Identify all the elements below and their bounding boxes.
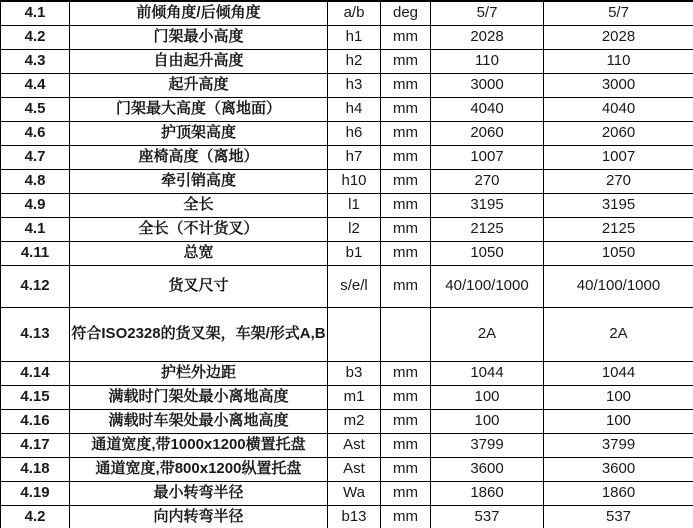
cell-value2: 40/100/1000: [544, 265, 693, 307]
cell-symbol: h10: [328, 169, 381, 193]
cell-name: 最小转弯半径: [70, 481, 328, 505]
cell-name: 总宽: [70, 241, 328, 265]
table-row: [1, 121, 693, 145]
cell-unit: mm: [381, 505, 431, 528]
cell-value1: 1860: [431, 481, 544, 505]
table-row: [1, 193, 693, 217]
table-row: [1, 385, 693, 409]
cell-symbol: b13: [328, 505, 381, 528]
cell-symbol: Ast: [328, 457, 381, 481]
cell-value1: 1007: [431, 145, 544, 169]
cell-symbol: b1: [328, 241, 381, 265]
cell-id: 4.1: [1, 1, 70, 25]
cell-symbol: l1: [328, 193, 381, 217]
cell-id: 4.3: [1, 49, 70, 73]
cell-name: 满载时门架处最小离地高度: [70, 385, 328, 409]
cell-id: 4.1: [1, 217, 70, 241]
cell-value1: 2060: [431, 121, 544, 145]
table-row: [1, 97, 693, 121]
cell-value1: 3000: [431, 73, 544, 97]
table-row: [1, 1, 693, 25]
cell-unit: mm: [381, 241, 431, 265]
cell-value1: 2028: [431, 25, 544, 49]
cell-value1: 3195: [431, 193, 544, 217]
cell-unit: deg: [381, 1, 431, 25]
cell-unit: mm: [381, 25, 431, 49]
cell-symbol: m2: [328, 409, 381, 433]
cell-value1: 1044: [431, 361, 544, 385]
cell-id: 4.19: [1, 481, 70, 505]
cell-symbol: Wa: [328, 481, 381, 505]
cell-name: 牵引销高度: [70, 169, 328, 193]
cell-value2: 2A: [544, 307, 693, 361]
cell-unit: mm: [381, 97, 431, 121]
cell-id: 4.15: [1, 385, 70, 409]
cell-name: 通道宽度,带1000x1200横置托盘: [70, 433, 328, 457]
cell-unit: mm: [381, 265, 431, 307]
table-row: [1, 307, 693, 361]
cell-symbol: l2: [328, 217, 381, 241]
cell-unit: mm: [381, 433, 431, 457]
cell-value1: 2A: [431, 307, 544, 361]
table-row: [1, 265, 693, 307]
cell-value2: 270: [544, 169, 693, 193]
table-row: [1, 457, 693, 481]
cell-value2: 100: [544, 385, 693, 409]
table-row: [1, 433, 693, 457]
cell-unit: mm: [381, 193, 431, 217]
cell-value2: 2028: [544, 25, 693, 49]
table-row: [1, 217, 693, 241]
cell-value1: 4040: [431, 97, 544, 121]
table-row: [1, 241, 693, 265]
cell-unit: mm: [381, 73, 431, 97]
cell-id: 4.11: [1, 241, 70, 265]
cell-id: 4.7: [1, 145, 70, 169]
cell-unit: mm: [381, 385, 431, 409]
cell-unit: mm: [381, 169, 431, 193]
cell-value1: 1050: [431, 241, 544, 265]
cell-unit: mm: [381, 49, 431, 73]
cell-id: 4.13: [1, 307, 70, 361]
cell-id: 4.2: [1, 25, 70, 49]
table-row: [1, 169, 693, 193]
cell-symbol: s/e/l: [328, 265, 381, 307]
cell-unit: mm: [381, 409, 431, 433]
cell-value1: 100: [431, 409, 544, 433]
cell-id: 4.4: [1, 73, 70, 97]
cell-name: 门架最小高度: [70, 25, 328, 49]
cell-symbol: m1: [328, 385, 381, 409]
cell-id: 4.14: [1, 361, 70, 385]
cell-symbol: h3: [328, 73, 381, 97]
cell-id: 4.9: [1, 193, 70, 217]
cell-symbol: h7: [328, 145, 381, 169]
cell-value1: 3600: [431, 457, 544, 481]
cell-id: 4.6: [1, 121, 70, 145]
cell-value2: 1050: [544, 241, 693, 265]
cell-value1: 2125: [431, 217, 544, 241]
cell-name: 座椅高度（离地）: [70, 145, 328, 169]
cell-symbol: [328, 307, 381, 361]
table-row: [1, 25, 693, 49]
cell-value2: 3195: [544, 193, 693, 217]
cell-unit: [381, 307, 431, 361]
cell-name: 满载时车架处最小离地高度: [70, 409, 328, 433]
cell-name: 全长（不计货叉）: [70, 217, 328, 241]
cell-name: 向内转弯半径: [70, 505, 328, 528]
cell-name: 前倾角度/后倾角度: [70, 1, 328, 25]
cell-value2: 2060: [544, 121, 693, 145]
cell-symbol: a/b: [328, 1, 381, 25]
cell-symbol: h2: [328, 49, 381, 73]
cell-value2: 1044: [544, 361, 693, 385]
cell-name: 货叉尺寸: [70, 265, 328, 307]
cell-value2: 100: [544, 409, 693, 433]
table-row: [1, 361, 693, 385]
cell-name: 门架最大高度（离地面）: [70, 97, 328, 121]
cell-value2: 1007: [544, 145, 693, 169]
cell-value1: 270: [431, 169, 544, 193]
cell-unit: mm: [381, 121, 431, 145]
cell-value1: 5/7: [431, 1, 544, 25]
table-row: [1, 481, 693, 505]
cell-name: 自由起升高度: [70, 49, 328, 73]
cell-unit: mm: [381, 145, 431, 169]
cell-value1: 110: [431, 49, 544, 73]
table-row: [1, 49, 693, 73]
table-row: [1, 145, 693, 169]
cell-id: 4.16: [1, 409, 70, 433]
cell-symbol: h1: [328, 25, 381, 49]
table-row: [1, 505, 693, 528]
cell-id: 4.17: [1, 433, 70, 457]
cell-name: 符合ISO2328的货叉架，车架/形式A,B: [70, 307, 328, 361]
cell-name: 起升高度: [70, 73, 328, 97]
cell-name: 通道宽度,带800x1200纵置托盘: [70, 457, 328, 481]
cell-value1: 40/100/1000: [431, 265, 544, 307]
cell-value2: 110: [544, 49, 693, 73]
cell-unit: mm: [381, 217, 431, 241]
cell-value2: 3600: [544, 457, 693, 481]
cell-name: 全长: [70, 193, 328, 217]
cell-value1: 537: [431, 505, 544, 528]
cell-id: 4.12: [1, 265, 70, 307]
table-row: [1, 73, 693, 97]
cell-symbol: b3: [328, 361, 381, 385]
cell-value2: 3799: [544, 433, 693, 457]
cell-symbol: Ast: [328, 433, 381, 457]
cell-id: 4.2: [1, 505, 70, 528]
cell-value1: 100: [431, 385, 544, 409]
cell-symbol: h4: [328, 97, 381, 121]
cell-name: 护顶架高度: [70, 121, 328, 145]
cell-id: 4.8: [1, 169, 70, 193]
cell-name: 护栏外边距: [70, 361, 328, 385]
cell-value2: 4040: [544, 97, 693, 121]
cell-unit: mm: [381, 457, 431, 481]
cell-id: 4.5: [1, 97, 70, 121]
cell-symbol: h6: [328, 121, 381, 145]
cell-value2: 3000: [544, 73, 693, 97]
cell-id: 4.18: [1, 457, 70, 481]
cell-unit: mm: [381, 361, 431, 385]
cell-value2: 537: [544, 505, 693, 528]
cell-value2: 5/7: [544, 1, 693, 25]
cell-value2: 2125: [544, 217, 693, 241]
cell-unit: mm: [381, 481, 431, 505]
cell-value1: 3799: [431, 433, 544, 457]
cell-value2: 1860: [544, 481, 693, 505]
table-row: [1, 409, 693, 433]
